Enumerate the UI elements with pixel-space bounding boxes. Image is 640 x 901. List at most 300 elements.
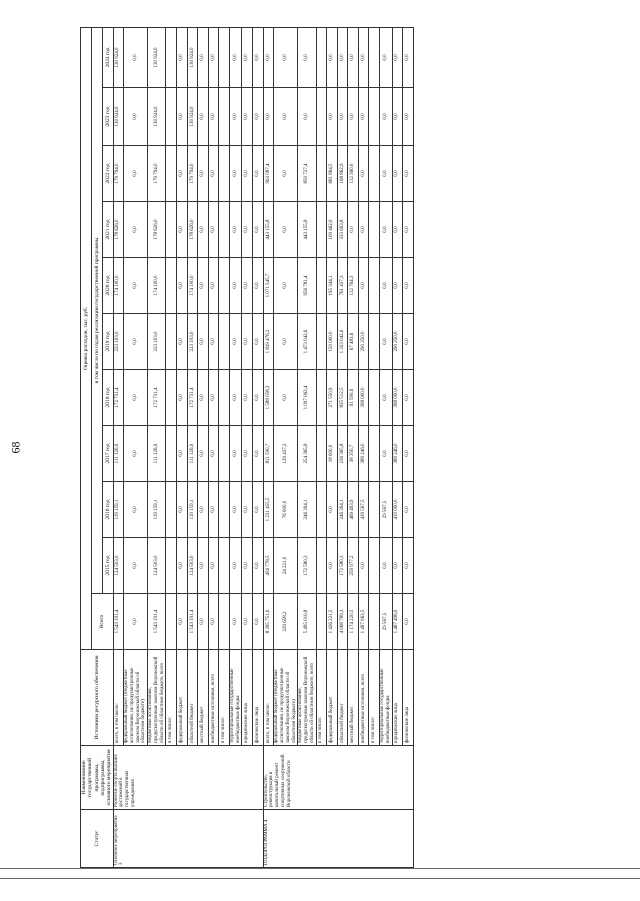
year-value-cell: 168 862,9 [337, 146, 348, 202]
year-value-cell: 38 350,7 [348, 426, 359, 482]
header-year: 2017 год [102, 426, 113, 482]
year-value-cell [316, 202, 327, 258]
year-value-cell: 0,0 [242, 146, 253, 202]
year-value-cell: 124 503,0 [113, 538, 124, 594]
table-row [242, 27, 253, 867]
total-value-cell: 1 426 221,5 [327, 594, 338, 650]
total-value-cell: 0,0 [403, 594, 414, 650]
year-value-cell [369, 258, 380, 314]
year-value-cell: 0,0 [177, 88, 188, 146]
year-value-cell: 0,0 [358, 146, 369, 202]
year-value-cell [316, 538, 327, 594]
year-value-cell [219, 27, 230, 87]
table-row [263, 27, 274, 867]
year-value-cell: 443 155,8 [263, 202, 274, 258]
year-value-cell: 389 246,0 [358, 426, 369, 482]
year-value-cell: 0,0 [124, 202, 148, 258]
source-cell: территориальные государственные внебюджетные фонды [229, 650, 242, 746]
year-value-cell [369, 538, 380, 594]
year-value-cell: 681 864,5 [327, 146, 338, 202]
year-value-cell: 0,0 [177, 370, 188, 426]
year-value-cell [219, 482, 230, 538]
header-status: Статус [81, 810, 114, 868]
total-value-cell: 229 658,2 [274, 594, 298, 650]
year-value-cell: 223 103,0 [187, 314, 198, 370]
header-total: Всего [91, 594, 113, 650]
source-cell: бюджетные ассигнования, предусмотренные законом Воронежской области об областном бюджете, всего [148, 650, 166, 746]
year-value-cell: 179 794,0 [113, 146, 124, 202]
year-value-cell: 0,0 [198, 88, 209, 146]
year-value-cell: 0,0 [124, 258, 148, 314]
year-value-cell: 0,0 [403, 146, 414, 202]
status-cell: Основное мероприятие 3 [113, 810, 263, 868]
year-value-cell: 0,0 [403, 202, 414, 258]
total-value-cell: 1 467 496,0 [392, 594, 403, 650]
year-value-cell: 111 126,9 [187, 426, 198, 482]
total-value-cell [316, 594, 327, 650]
year-value-cell: 0,0 [253, 426, 264, 482]
year-value-cell: 0,0 [348, 88, 359, 146]
total-value-cell: 8 395 751,0 [263, 594, 274, 650]
year-value-cell: 0,0 [242, 88, 253, 146]
total-value-cell: 0,0 [198, 594, 209, 650]
year-value-cell [369, 482, 380, 538]
table-row [274, 27, 298, 867]
year-value-cell: 0,0 [274, 88, 298, 146]
year-value-cell: 178 626,0 [148, 202, 166, 258]
source-cell: областной бюджет [337, 650, 348, 746]
year-value-cell: 130 924,0 [187, 27, 198, 87]
total-value-cell: 0,0 [229, 594, 242, 650]
year-value-cell [219, 88, 230, 146]
year-value-cell: 0,0 [124, 482, 148, 538]
total-value-cell: 0,0 [208, 594, 219, 650]
year-value-cell: 172 731,4 [187, 370, 198, 426]
table-body [113, 27, 413, 867]
year-value-cell: 1 231 455,5 [263, 482, 274, 538]
year-value-cell: 0,0 [229, 426, 242, 482]
header-year: 2020 год [102, 258, 113, 314]
table-row [219, 27, 230, 867]
year-value-cell: 0,0 [327, 538, 338, 594]
year-value-cell: 0,0 [403, 314, 414, 370]
year-value-cell: 0,0 [208, 426, 219, 482]
year-value-cell: 0,0 [124, 88, 148, 146]
year-value-cell: 0,0 [403, 482, 414, 538]
year-value-cell: 0,0 [208, 146, 219, 202]
year-value-cell: 0,0 [380, 27, 393, 87]
year-value-cell: 0,0 [208, 370, 219, 426]
year-value-cell: 0,0 [229, 538, 242, 594]
year-value-cell: 246 394,1 [298, 482, 316, 538]
year-value-cell: 0,0 [392, 146, 403, 202]
year-value-cell: 0,0 [124, 146, 148, 202]
total-value-cell [369, 594, 380, 650]
source-cell: федеральный бюджет [327, 650, 338, 746]
year-value-cell: 76 000,0 [274, 482, 298, 538]
year-value-cell [369, 27, 380, 87]
year-value-cell [166, 202, 177, 258]
year-value-cell: 0,0 [327, 88, 338, 146]
year-value-cell: 130 924,0 [187, 88, 198, 146]
year-value-cell: 0,0 [229, 27, 242, 87]
year-value-cell: 172 580,3 [298, 538, 316, 594]
header-source: Источники ресурсного обеспечения [81, 650, 114, 746]
year-value-cell: 761 437,3 [337, 258, 348, 314]
year-value-cell: 398 000,0 [358, 370, 369, 426]
year-value-cell [219, 202, 230, 258]
year-value-cell [166, 314, 177, 370]
year-value-cell: 0,0 [242, 482, 253, 538]
year-value-cell: 179 794,0 [148, 146, 166, 202]
year-value-cell: 290 250,0 [358, 314, 369, 370]
year-value-cell: 410 000,0 [392, 482, 403, 538]
year-value-cell: 91 590,9 [348, 370, 359, 426]
year-value-cell: 0,0 [198, 538, 209, 594]
year-value-cell [166, 426, 177, 482]
table-row [253, 27, 264, 867]
source-cell: федеральный бюджет [177, 650, 188, 746]
year-value-cell: 0,0 [298, 88, 316, 146]
year-value-cell: 0,0 [380, 314, 393, 370]
year-value-cell: 109 462,0 [327, 202, 338, 258]
page-number: 68 [8, 441, 23, 454]
year-value-cell [316, 27, 327, 87]
year-value-cell: 0,0 [403, 426, 414, 482]
header-year: 2023 год [102, 88, 113, 146]
year-value-cell: 1 097 063,4 [298, 370, 316, 426]
source-cell: юридические лица [242, 650, 253, 746]
year-value-cell: 178 626,0 [187, 202, 198, 258]
year-value-cell [316, 314, 327, 370]
source-cell: в том числе: [219, 650, 230, 746]
year-value-cell: 333 693,8 [337, 202, 348, 258]
table-row [208, 27, 219, 867]
total-value-cell: 5 495 010,8 [298, 594, 316, 650]
year-value-cell: 0,0 [242, 27, 253, 87]
year-value-cell: 0,0 [177, 202, 188, 258]
year-value-cell: 1 323 042,6 [337, 314, 348, 370]
year-value-cell: 174 100,0 [148, 258, 166, 314]
year-value-cell: 0,0 [242, 314, 253, 370]
year-value-cell: 0,0 [124, 314, 148, 370]
year-value-cell: 178 626,0 [113, 202, 124, 258]
source-cell: в том числе: [166, 650, 177, 746]
table-row [369, 27, 380, 867]
year-value-cell: 469 493,9 [348, 482, 359, 538]
year-value-cell: 0,0 [403, 370, 414, 426]
table-row [187, 27, 198, 867]
source-cell: федеральный бюджет (бюджетные ассигнования, не предусмотренные законом Воронежской области об областном бюджете) [274, 650, 298, 746]
year-value-cell: 0,0 [124, 538, 148, 594]
year-value-cell [219, 258, 230, 314]
year-value-cell: 0,0 [198, 370, 209, 426]
year-value-cell: 0,0 [403, 88, 414, 146]
year-value-cell: 130 924,0 [148, 27, 166, 87]
table-row [348, 27, 359, 867]
year-value-cell: 0,0 [229, 370, 242, 426]
total-value-cell: 0,0 [242, 594, 253, 650]
rotated-table-container [80, 28, 620, 868]
year-value-cell: 0,0 [253, 258, 264, 314]
year-value-cell: 0,0 [229, 202, 242, 258]
total-value-cell: 1 174 220,5 [348, 594, 359, 650]
source-cell: местный бюджет [348, 650, 359, 746]
year-value-cell: 0,0 [229, 314, 242, 370]
year-value-cell: 0,0 [392, 538, 403, 594]
year-value-cell: 0,0 [263, 88, 274, 146]
year-value-cell: 398 000,0 [392, 370, 403, 426]
year-value-cell: 0,0 [327, 27, 338, 87]
year-value-cell: 0,0 [358, 538, 369, 594]
year-value-cell: 0,0 [358, 258, 369, 314]
table-row [148, 27, 166, 867]
year-value-cell: 0,0 [380, 538, 393, 594]
year-value-cell [316, 482, 327, 538]
year-value-cell [166, 482, 177, 538]
year-value-cell: 0,0 [198, 146, 209, 202]
source-cell: бюджетные ассигнования, предусмотренные законом Воронежской области об областном бюджете, всего [298, 650, 316, 746]
year-value-cell: 0,0 [253, 482, 264, 538]
year-value-cell [369, 314, 380, 370]
year-value-cell: 29 567,5 [380, 482, 393, 538]
year-value-cell: 246 394,1 [337, 482, 348, 538]
header-year: 2019 год [102, 314, 113, 370]
bottom-rule-2 [0, 878, 640, 879]
header-year: 2016 год [102, 482, 113, 538]
year-value-cell: 174 100,0 [113, 258, 124, 314]
year-value-cell: 130 924,0 [113, 88, 124, 146]
year-value-cell: 0,0 [327, 482, 338, 538]
table-row [380, 27, 393, 867]
total-value-cell: 1 543 191,4 [113, 594, 124, 650]
table-row [337, 27, 348, 867]
source-cell: территориальные государственные внебюджетные фонды [380, 650, 393, 746]
year-value-cell: 0,0 [177, 27, 188, 87]
table-row [198, 27, 209, 867]
year-value-cell [316, 258, 327, 314]
year-value-cell: 223 103,0 [113, 314, 124, 370]
year-value-cell: 0,0 [208, 258, 219, 314]
year-value-cell: 112 764,3 [348, 258, 359, 314]
year-value-cell [166, 88, 177, 146]
year-value-cell: 172 731,4 [113, 370, 124, 426]
year-value-cell: 24 221,0 [274, 538, 298, 594]
total-value-cell: 4 068 789,3 [337, 594, 348, 650]
total-value-cell: 29 567,5 [380, 594, 393, 650]
year-value-cell: 174 100,0 [187, 258, 198, 314]
year-value-cell: 0,0 [177, 146, 188, 202]
year-value-cell: 0,0 [274, 258, 298, 314]
year-value-cell: 0,0 [229, 482, 242, 538]
year-value-cell: 0,0 [177, 426, 188, 482]
year-value-cell: 119 159,1 [187, 482, 198, 538]
year-value-cell: 0,0 [253, 27, 264, 87]
year-value-cell: 825 512,5 [337, 370, 348, 426]
year-value-cell: 0,0 [403, 538, 414, 594]
source-cell: областной бюджет [187, 650, 198, 746]
year-value-cell [219, 146, 230, 202]
header-year: 2024 год [102, 27, 113, 87]
year-value-cell: 0,0 [253, 370, 264, 426]
year-value-cell: 0,0 [380, 258, 393, 314]
year-value-cell: 0,0 [208, 538, 219, 594]
year-value-cell: 0,0 [229, 146, 242, 202]
header-year: 2022 год [102, 146, 113, 202]
year-value-cell: 0,0 [208, 202, 219, 258]
year-value-cell: 18 000,0 [327, 426, 338, 482]
header-year: 2015 год [102, 538, 113, 594]
source-cell: в том числе: [369, 650, 380, 746]
year-value-cell: 456 778,5 [263, 538, 274, 594]
source-cell: всего, в том числе: [113, 650, 124, 746]
year-value-cell: 963 087,4 [263, 146, 274, 202]
year-value-cell: 956 781,4 [298, 258, 316, 314]
year-value-cell: 0,0 [392, 202, 403, 258]
year-value-cell: 439 567,5 [358, 482, 369, 538]
year-value-cell: 1 473 042,6 [298, 314, 316, 370]
program-name-cell: Строительство, реконструкция и капитальный ремонт спортивных сооружений Воронежской области [263, 746, 413, 810]
year-value-cell: 0,0 [177, 314, 188, 370]
year-value-cell: 0,0 [380, 88, 393, 146]
year-value-cell: 0,0 [274, 314, 298, 370]
table-row [316, 27, 327, 867]
year-value-cell: 0,0 [274, 27, 298, 87]
total-value-cell: 0,0 [124, 594, 148, 650]
year-value-cell: 0,0 [198, 482, 209, 538]
table-row [392, 27, 403, 867]
year-value-cell: 0,0 [242, 426, 253, 482]
year-value-cell: 0,0 [242, 538, 253, 594]
year-value-cell: 0,0 [380, 370, 393, 426]
header-name: Наименование государственной программы, подпрограммы, основного мероприятия [81, 746, 114, 810]
year-value-cell: 124 503,0 [148, 538, 166, 594]
source-cell: в том числе: [316, 650, 327, 746]
total-value-cell: 1 497 063,5 [358, 594, 369, 650]
year-value-cell: 0,0 [274, 146, 298, 202]
total-value-cell [219, 594, 230, 650]
year-value-cell: 179 794,0 [187, 146, 198, 202]
year-value-cell: 0,0 [208, 88, 219, 146]
source-cell: внебюджетные источники, всего [358, 650, 369, 746]
year-value-cell: 124 503,0 [187, 538, 198, 594]
year-value-cell: 0,0 [274, 202, 298, 258]
year-value-cell [369, 426, 380, 482]
year-value-cell: 0,0 [253, 146, 264, 202]
source-cell: всего, в том числе: [263, 650, 274, 746]
year-value-cell: 443 155,8 [298, 202, 316, 258]
year-value-cell: 0,0 [274, 370, 298, 426]
year-value-cell: 1 829 476,2 [263, 314, 274, 370]
year-value-cell: 0,0 [198, 27, 209, 87]
total-value-cell: 0,0 [177, 594, 188, 650]
source-cell: внебюджетные источники, всего [208, 650, 219, 746]
year-value-cell: 0,0 [348, 202, 359, 258]
year-value-cell: 0,0 [380, 426, 393, 482]
source-cell: физические лица [403, 650, 414, 746]
year-value-cell: 172 580,3 [337, 538, 348, 594]
year-value-cell: 0,0 [242, 258, 253, 314]
budget-table [80, 27, 414, 868]
source-cell: юридические лица [392, 650, 403, 746]
year-value-cell: 0,0 [177, 258, 188, 314]
year-value-cell: 0,0 [208, 27, 219, 87]
year-value-cell [219, 426, 230, 482]
year-value-cell [166, 146, 177, 202]
year-value-cell [166, 258, 177, 314]
year-value-cell: 389 246,0 [392, 426, 403, 482]
year-value-cell: 254 365,8 [298, 426, 316, 482]
year-value-cell [369, 88, 380, 146]
year-value-cell: 0,0 [177, 482, 188, 538]
year-value-cell: 1 588 058,3 [263, 370, 274, 426]
source-cell: федеральный бюджет (бюджетные ассигнования, не предусмотренные законом Воронежской области об областном бюджете) [124, 650, 148, 746]
year-value-cell: 0,0 [337, 27, 348, 87]
year-value-cell: 0,0 [263, 27, 274, 87]
year-value-cell: 129 437,2 [274, 426, 298, 482]
header-cost: Оценка расходов, тыс. руб. [81, 27, 92, 649]
year-value-cell: 130 924,0 [113, 27, 124, 87]
year-value-cell: 0,0 [242, 370, 253, 426]
year-value-cell: 0,0 [253, 88, 264, 146]
year-value-cell: 172 731,4 [148, 370, 166, 426]
status-cell: ПОДПРОГРАММА 4 [263, 810, 413, 868]
year-value-cell: 0,0 [242, 202, 253, 258]
year-value-cell [219, 314, 230, 370]
year-value-cell: 0,0 [229, 258, 242, 314]
year-value-cell: 0,0 [358, 27, 369, 87]
year-value-cell: 0,0 [124, 370, 148, 426]
year-value-cell [316, 426, 327, 482]
year-value-cell: 0,0 [358, 88, 369, 146]
year-value-cell: 236 365,8 [337, 426, 348, 482]
year-value-cell [219, 538, 230, 594]
year-value-cell: 259 977,2 [348, 538, 359, 594]
year-value-cell: 119 159,1 [113, 482, 124, 538]
table-row [113, 27, 124, 867]
year-value-cell: 112 360,0 [348, 146, 359, 202]
table-row [358, 27, 369, 867]
year-value-cell: 850 727,4 [298, 146, 316, 202]
year-value-cell: 130 924,0 [148, 88, 166, 146]
year-value-cell: 111 126,9 [113, 426, 124, 482]
year-value-cell: 1 071 545,7 [263, 258, 274, 314]
year-value-cell: 119 159,1 [148, 482, 166, 538]
year-value-cell: 0,0 [177, 538, 188, 594]
year-value-cell: 0,0 [124, 27, 148, 87]
year-value-cell: 0,0 [380, 202, 393, 258]
header-year: 2018 год [102, 370, 113, 426]
year-value-cell: 290 250,0 [392, 314, 403, 370]
table-row [166, 27, 177, 867]
year-value-cell [166, 538, 177, 594]
year-value-cell: 0,0 [253, 202, 264, 258]
header-incl: в том числе по годам реализации государственной программы [91, 27, 102, 593]
year-value-cell: 0,0 [392, 258, 403, 314]
source-cell: физические лица [253, 650, 264, 746]
year-value-cell: 0,0 [229, 88, 242, 146]
table-row [403, 27, 414, 867]
year-value-cell: 0,0 [198, 202, 209, 258]
total-value-cell: 0,0 [253, 594, 264, 650]
year-value-cell: 67 483,6 [348, 314, 359, 370]
year-value-cell: 0,0 [208, 314, 219, 370]
total-value-cell [166, 594, 177, 650]
year-value-cell: 0,0 [392, 88, 403, 146]
year-value-cell: 0,0 [253, 314, 264, 370]
year-value-cell: 0,0 [198, 314, 209, 370]
year-value-cell: 223 103,0 [148, 314, 166, 370]
